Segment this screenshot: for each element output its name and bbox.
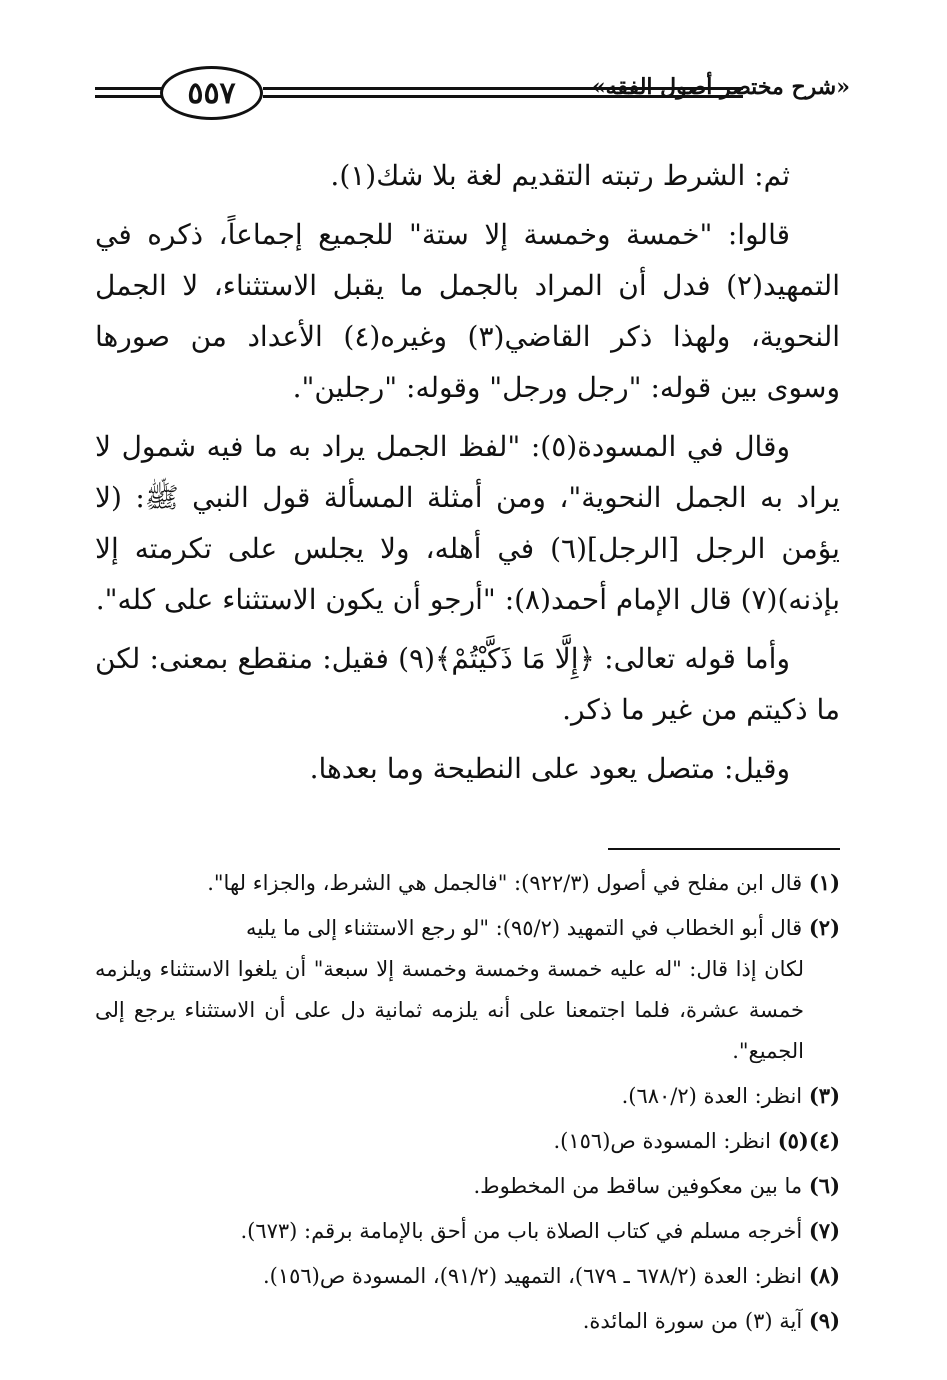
footnote-text: انظر: العدة (٦٧٨/٢ ـ ٦٧٩)، التمهيد (٩١/٢)، المسودة ص(١٥٦). [262, 1264, 803, 1288]
header-rule [95, 95, 163, 98]
footnote [95, 1120, 840, 1162]
footnote [95, 1255, 840, 1297]
footnote [95, 1075, 840, 1117]
footnote [95, 1210, 840, 1252]
footnote-number: (٤)(٥) [777, 1128, 840, 1153]
running-title: «شرح مختصر أصول الفقه» [591, 74, 850, 100]
footnote-text: انظر: العدة (٦٨٠/٢). [621, 1084, 803, 1108]
paragraph: قالوا: "خمسة وخمسة إلا ستة" للجميع إجماعاً، ذكره في التمهيد(٢) فدل أن المراد بالجمل ما يقبل الاستثناء، لا الجمل النحوية، ولهذا ذكر القاضي(٣) وغيره(٤) الأعداد من صورها وسوى بين قوله: "رجل ورجل" وقوله: "رجلين". [95, 218, 841, 404]
header-rule [95, 87, 163, 90]
footnote [95, 862, 840, 904]
paragraph: وقيل: متصل يعود على النطيحة وما بعدها. [309, 752, 790, 785]
footnote [95, 1165, 840, 1207]
footnote [95, 1300, 840, 1342]
footnote-text: قال ابن مفلح في أصول (٩٢٢/٣): "فالجمل هي الشرط، والجزاء لها". [207, 871, 803, 895]
page-number: ٥٥٧ [160, 66, 263, 120]
paragraph: ثم: الشرط رتبته التقديم لغة بلا شك(١). [330, 159, 790, 192]
footnote-divider [608, 848, 840, 850]
paragraph: وأما قوله تعالى: ﴿إِلَّا مَا ذَكَّيْتُمْ﴾(٩) فقيل: منقطع بمعنى: لكن ما ذكيتم من غير ما ذكر. [95, 642, 840, 726]
footnote-text: آية (٣) من سورة المائدة. [582, 1309, 803, 1333]
footnote-number: (٦) [808, 1173, 840, 1198]
footnote-text: ما بين معكوفين ساقط من المخطوط. [473, 1174, 803, 1198]
footnote-number: (٧) [808, 1218, 840, 1243]
footnote-number: (٨) [808, 1263, 840, 1288]
main-text [95, 150, 840, 802]
page-header [95, 62, 850, 132]
footnote-text: قال أبو الخطاب في التمهيد (٩٥/٢): "لو رجع الاستثناء إلى ما يليه [245, 916, 803, 940]
footnotes [95, 862, 840, 1345]
footnote-continuation: لكان إذا قال: "له عليه خمسة وخمسة وخمسة إلا سبعة" أن يلغوا الاستثناء ويلزمه خمسة عشرة، فلما اجتمعنا على أنه يلزمه ثمانية دل على أن الاستثناء يرجع إلى الجميع". [95, 957, 804, 1063]
footnote-text: أخرجه مسلم في كتاب الصلاة باب من أحق بالإمامة برقم: (٦٧٣). [240, 1219, 803, 1243]
footnote-number: (٩) [808, 1308, 840, 1333]
footnote [95, 907, 840, 1072]
paragraph: وقال في المسودة(٥): "لفظ الجمل يراد به ما فيه شمول لا يراد به الجمل النحوية"، ومن أمثلة المسألة قول النبي ﷺ: (لا يؤمن الرجل [الرجل](٦) في أهله، ولا يجلس على تكرمته إلا بإذنه)(٧) قال الإمام أحمد(٨): "أرجو أن يكون الاستثناء على كله". [95, 430, 840, 616]
footnote-text: انظر: المسودة ص(١٥٦). [553, 1129, 771, 1153]
footnote-number: (٣) [808, 1083, 840, 1108]
footnote-number: (٢) [808, 915, 840, 940]
footnote-number: (١) [808, 870, 840, 895]
